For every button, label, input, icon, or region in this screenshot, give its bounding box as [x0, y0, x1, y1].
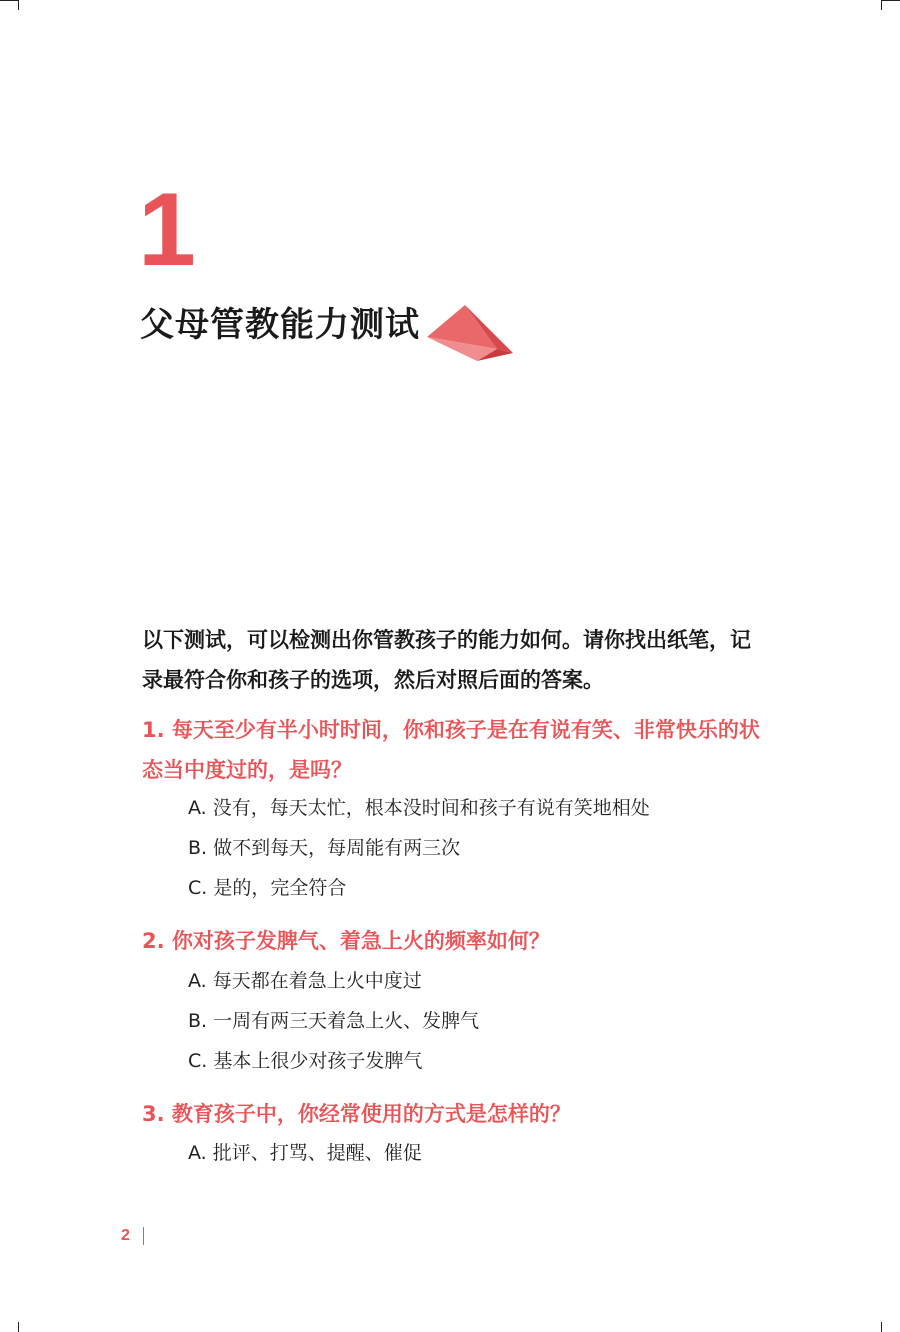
question-2-option-c: C. 基本上很少对孩子发脾气: [188, 1050, 423, 1072]
question-1-option-b: B. 做不到每天，每周能有两三次: [188, 837, 461, 859]
crop-mark: [881, 0, 882, 10]
crop-mark: [18, 0, 19, 10]
question-2: 2. 你对孩子发脾气、着急上火的频率如何？: [142, 929, 550, 953]
page-number: 2: [121, 1227, 130, 1244]
question-3-option-a: A. 批评、打骂、提醒、催促: [188, 1142, 422, 1164]
crop-mark: [0, 0, 18, 1]
crop-mark: [881, 1322, 882, 1332]
question-1: 1. 每天至少有半小时时间，你和孩子是在有说有笑、非常快乐的状态当中度过的，是吗？: [142, 718, 760, 782]
chapter-title: 父母管教能力测试: [140, 305, 420, 345]
question-2-option-a: A. 每天都在着急上火中度过: [188, 970, 422, 992]
chapter-number: 1: [138, 172, 196, 288]
crop-mark: [882, 0, 900, 1]
question-2-option-b: B. 一周有两三天着急上火、发脾气: [188, 1010, 480, 1032]
question-1-option-c: C. 是的，完全符合: [188, 877, 347, 899]
page-number-separator: [143, 1227, 144, 1245]
intro-paragraph: 以下测试，可以检测出你管教孩子的能力如何。请你找出纸笔，记录最符合你和孩子的选项，然后对照后面的答案。: [142, 628, 751, 692]
crop-mark: [18, 1322, 19, 1332]
question-3: 3. 教育孩子中，你经常使用的方式是怎样的？: [142, 1102, 571, 1126]
paper-plane-icon: [425, 303, 515, 365]
question-1-option-a: A. 没有，每天太忙，根本没时间和孩子有说有笑地相处: [188, 797, 650, 819]
